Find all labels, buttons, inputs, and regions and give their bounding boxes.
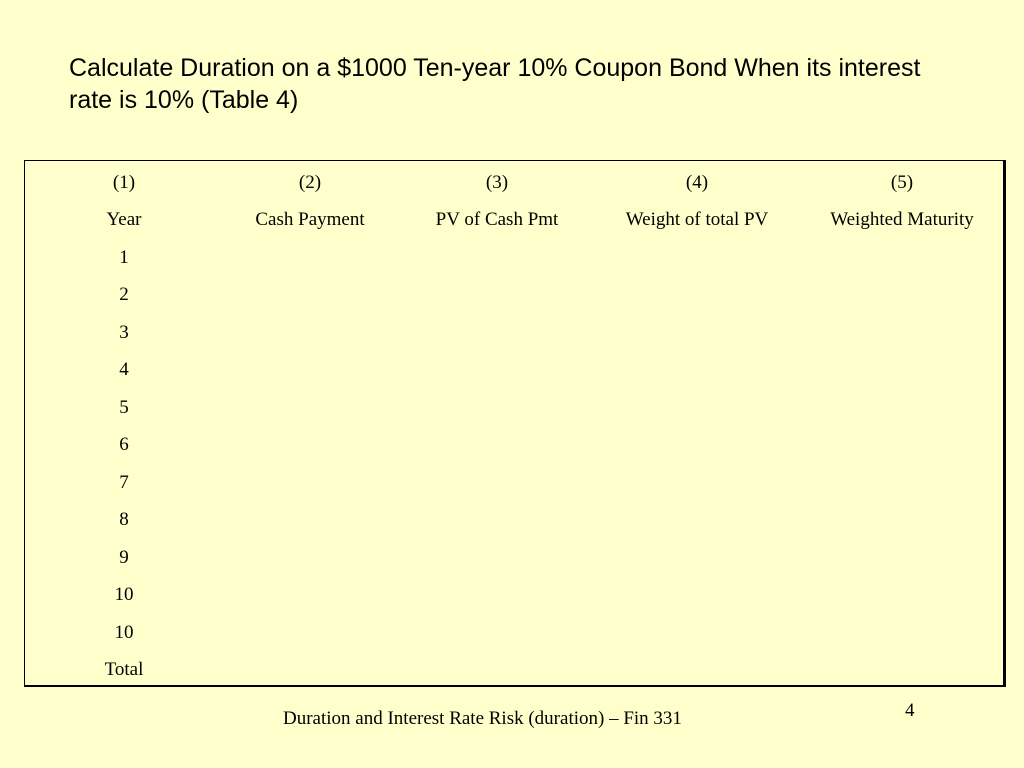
column-header-year: Year: [106, 209, 142, 231]
slide-footer: Duration and Interest Rate Risk (duration) – Fin 331: [283, 708, 682, 729]
table-row: [25, 427, 1007, 465]
duration-table: [25, 164, 1007, 689]
year-cell: 1: [119, 246, 129, 268]
year-cell: 9: [119, 546, 129, 568]
column-number: (3): [485, 171, 509, 193]
table-row: [25, 239, 1007, 277]
total-row: [25, 652, 1007, 690]
column-number: (5): [890, 171, 914, 193]
column-header-weight-total-pv: Weight of total PV: [625, 209, 769, 231]
column-number: (2): [298, 171, 322, 193]
page-number: 4: [905, 700, 915, 721]
column-header-cash-payment: Cash Payment: [255, 209, 365, 231]
year-cell: 10: [114, 621, 134, 643]
table-row: [25, 614, 1007, 652]
year-cell: 10: [114, 584, 134, 606]
column-number-row: [25, 164, 1007, 202]
table-row: [25, 577, 1007, 615]
column-header-pv-cash-pmt: PV of Cash Pmt: [435, 209, 559, 231]
duration-table-frame: [24, 160, 1006, 687]
column-number: (4): [685, 171, 709, 193]
column-header-row: [25, 202, 1007, 240]
year-cell: 3: [119, 321, 129, 343]
table-row: [25, 277, 1007, 315]
table-row: [25, 539, 1007, 577]
column-header-weighted-maturity: Weighted Maturity: [830, 209, 974, 231]
column-number: (1): [112, 171, 136, 193]
year-cell: 6: [119, 434, 129, 456]
year-cell: 5: [119, 396, 129, 418]
table-row: [25, 314, 1007, 352]
year-cell: 4: [119, 359, 129, 381]
slide-title: Calculate Duration on a $1000 Ten-year 10% Coupon Bond When its interest rate is 10% (Table 4): [69, 54, 921, 114]
table-row: [25, 389, 1007, 427]
total-cell: Total: [104, 659, 144, 681]
year-cell: 8: [119, 509, 129, 531]
table-row: [25, 464, 1007, 502]
table-row: [25, 502, 1007, 540]
year-cell: 7: [119, 471, 129, 493]
table-row: [25, 352, 1007, 390]
year-cell: 2: [119, 284, 129, 306]
